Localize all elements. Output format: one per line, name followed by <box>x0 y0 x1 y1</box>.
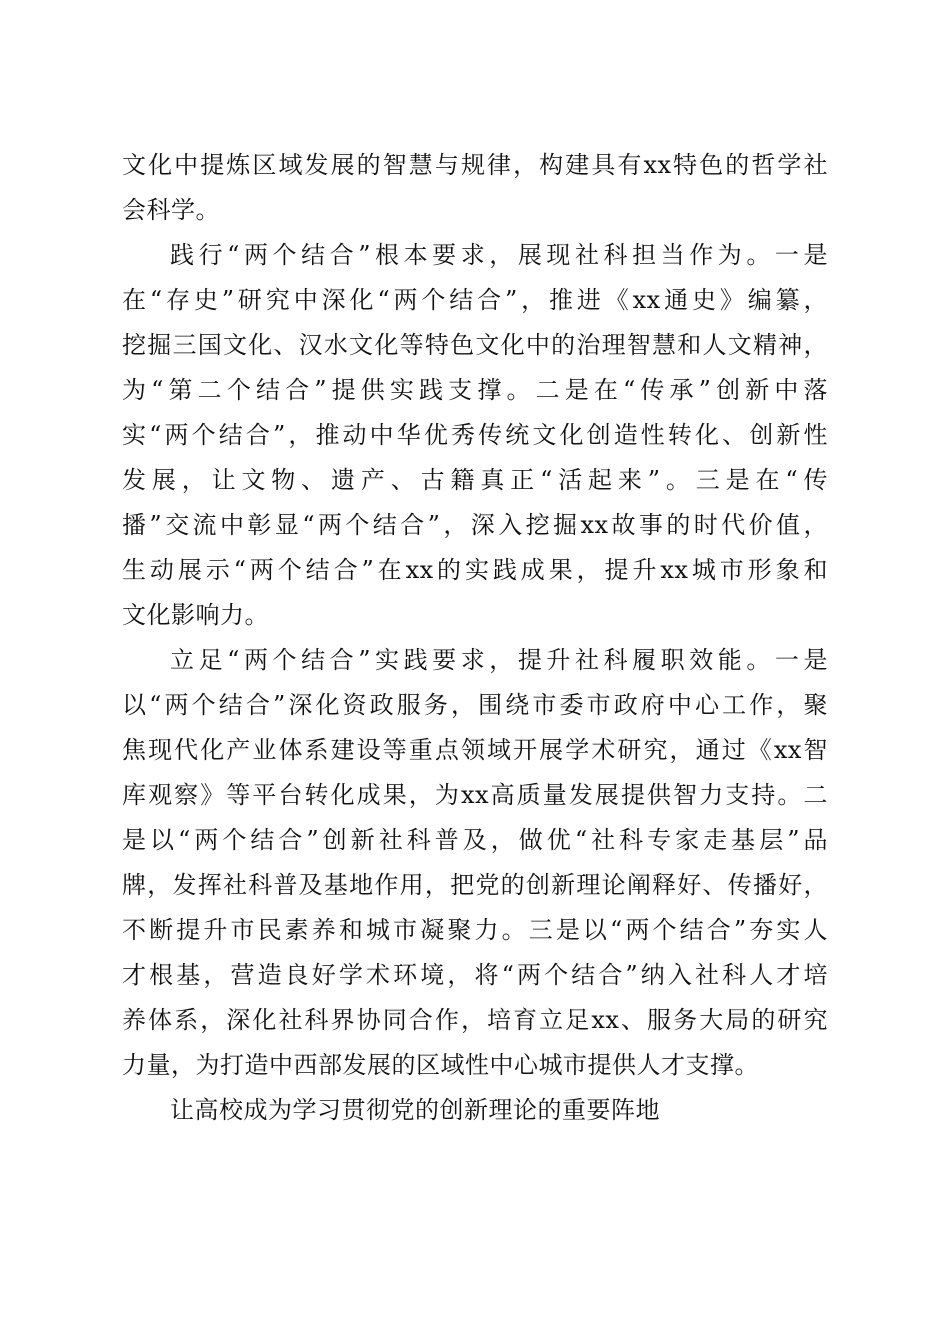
text-line: 挖掘三国文化、汉水文化等特色文化中的治理智慧和人文精神， <box>122 331 828 359</box>
text-line: 不断提升市民素养和城市凝聚力。三是以“两个结合”夯实人 <box>122 916 828 944</box>
text-line: 实“两个结合”，推动中华优秀传统文化创造性转化、创新性 <box>122 421 828 449</box>
text-line: 播”交流中彰显“两个结合”，深入挖掘xx故事的时代价值， <box>122 511 828 539</box>
text-line: 是以“两个结合”创新社科普及，做优“社科专家走基层”品 <box>122 826 828 854</box>
text-line: 发展，让文物、遗产、古籍真正“活起来”。三是在“传 <box>122 466 828 494</box>
text-line: 为“第二个结合”提供实践支撑。二是在“传承”创新中落 <box>122 376 828 404</box>
text-line: 践行“两个结合”根本要求，展现社科担当作为。一是 <box>170 241 828 269</box>
text-line: 库观察》等平台转化成果，为xx高质量发展提供智力支持。二 <box>122 781 828 809</box>
text-line: 力量，为打造中西部发展的区域性中心城市提供人才支撑。 <box>122 1051 759 1079</box>
text-line: 焦现代化产业体系建设等重点领域开展学术研究，通过《xx智 <box>122 736 828 764</box>
text-line: 牌，发挥社科普及基地作用，把党的创新理论阐释好、传播好， <box>122 871 828 899</box>
text-line: 文化中提炼区域发展的智慧与规律，构建具有xx特色的哲学社 <box>122 151 828 179</box>
text-line: 文化影响力。 <box>122 601 269 629</box>
text-line: 在“存史”研究中深化“两个结合”，推进《xx通史》编纂， <box>122 286 828 314</box>
document-body <box>122 143 828 1133</box>
text-line: 以“两个结合”深化资政服务，围绕市委市政府中心工作，聚 <box>122 691 828 719</box>
text-line: 让高校成为学习贯彻党的创新理论的重要阵地 <box>170 1096 660 1124</box>
text-line: 才根基，营造良好学术环境，将“两个结合”纳入社科人才培 <box>122 961 828 989</box>
text-line: 立足“两个结合”实践要求，提升社科履职效能。一是 <box>170 646 828 674</box>
text-line: 会科学。 <box>122 196 220 224</box>
text-line: 生动展示“两个结合”在xx的实践成果，提升xx城市形象和 <box>122 556 828 584</box>
text-line: 养体系，深化社科界协同合作，培育立足xx、服务大局的研究 <box>122 1006 828 1034</box>
